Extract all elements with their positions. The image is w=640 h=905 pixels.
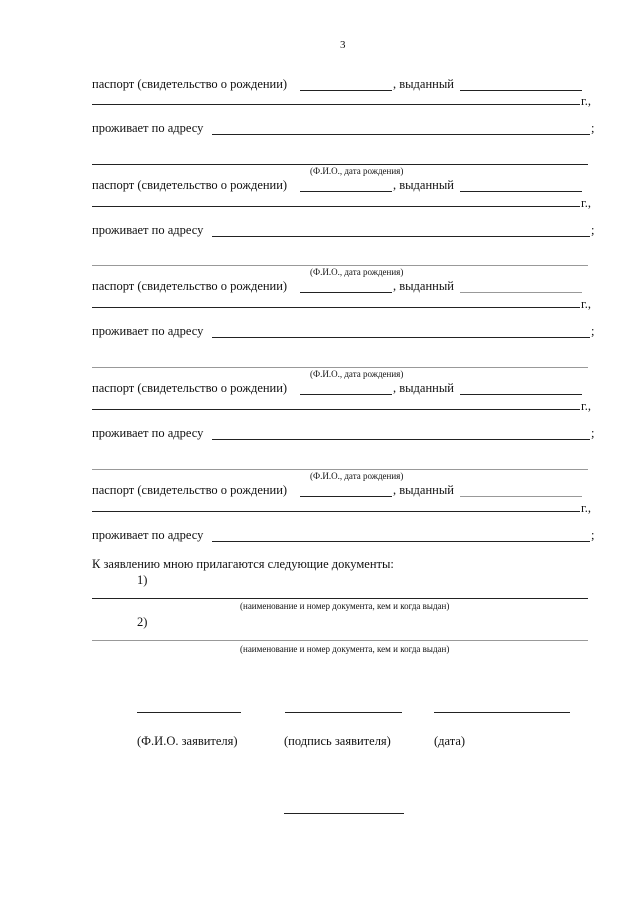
applicant-name-label: (Ф.И.О. заявителя): [137, 734, 238, 748]
person-caption: (Ф.И.О., дата рождения): [310, 166, 404, 176]
attachment-number: 2): [137, 615, 148, 629]
issued-label: , выданный: [393, 178, 454, 192]
person-caption: (Ф.И.О., дата рождения): [310, 267, 404, 277]
address-label: проживает по адресу: [92, 324, 204, 338]
address-label: проживает по адресу: [92, 223, 204, 237]
official-signature-field[interactable]: [284, 813, 404, 814]
issued-by-continuation-field[interactable]: [92, 307, 580, 308]
issued-by-field[interactable]: [460, 496, 582, 497]
date-label: (дата): [434, 734, 466, 748]
semicolon: ;: [591, 528, 595, 542]
passport-number-field[interactable]: [300, 292, 392, 293]
attachment-caption: (наименование и номер документа, кем и когда выдан): [240, 644, 450, 654]
semicolon: ;: [591, 223, 595, 237]
year-suffix: г.,: [581, 196, 591, 210]
issued-by-continuation-field[interactable]: [92, 206, 580, 207]
date-field[interactable]: [434, 712, 570, 713]
year-suffix: г.,: [581, 297, 591, 311]
passport-number-field[interactable]: [300, 90, 392, 91]
passport-label: паспорт (свидетельство о рождении): [92, 178, 288, 192]
passport-label: паспорт (свидетельство о рождении): [92, 483, 288, 497]
applicant-name-field[interactable]: [137, 712, 241, 713]
address-field[interactable]: [212, 236, 590, 237]
issued-by-field[interactable]: [460, 292, 582, 293]
attachment-number: 1): [137, 573, 148, 587]
passport-number-field[interactable]: [300, 394, 392, 395]
issued-by-field[interactable]: [460, 394, 582, 395]
semicolon: ;: [591, 324, 595, 338]
address-label: проживает по адресу: [92, 426, 204, 440]
page-number: 3: [340, 39, 346, 51]
year-suffix: г.,: [581, 94, 591, 108]
passport-number-field[interactable]: [300, 191, 392, 192]
semicolon: ;: [591, 121, 595, 135]
attachment-1-field[interactable]: [92, 598, 588, 599]
address-label: проживает по адресу: [92, 121, 204, 135]
attachment-2-field[interactable]: [92, 640, 588, 641]
person-name-field[interactable]: [92, 469, 588, 470]
year-suffix: г.,: [581, 501, 591, 515]
issued-label: , выданный: [393, 381, 454, 395]
issued-label: , выданный: [393, 483, 454, 497]
passport-number-field[interactable]: [300, 496, 392, 497]
person-name-field[interactable]: [92, 367, 588, 368]
address-field[interactable]: [212, 337, 590, 338]
issued-by-field[interactable]: [460, 90, 582, 91]
address-field[interactable]: [212, 134, 590, 135]
attachment-caption: (наименование и номер документа, кем и когда выдан): [240, 601, 450, 611]
applicant-signature-field[interactable]: [285, 712, 402, 713]
attachments-intro: К заявлению мною прилагаются следующие документы:: [92, 557, 394, 571]
person-name-field[interactable]: [92, 265, 588, 266]
issued-by-field[interactable]: [460, 191, 582, 192]
issued-label: , выданный: [393, 279, 454, 293]
issued-label: , выданный: [393, 77, 454, 91]
passport-label: паспорт (свидетельство о рождении): [92, 279, 288, 293]
applicant-signature-label: (подпись заявителя): [284, 734, 391, 748]
person-name-field[interactable]: [92, 164, 588, 165]
person-caption: (Ф.И.О., дата рождения): [310, 369, 404, 379]
semicolon: ;: [591, 426, 595, 440]
year-suffix: г.,: [581, 399, 591, 413]
issued-by-continuation-field[interactable]: [92, 511, 580, 512]
address-label: проживает по адресу: [92, 528, 204, 542]
address-field[interactable]: [212, 541, 590, 542]
passport-label: паспорт (свидетельство о рождении): [92, 381, 288, 395]
address-field[interactable]: [212, 439, 590, 440]
issued-by-continuation-field[interactable]: [92, 409, 580, 410]
person-caption: (Ф.И.О., дата рождения): [310, 471, 404, 481]
issued-by-continuation-field[interactable]: [92, 104, 580, 105]
passport-label: паспорт (свидетельство о рождении): [92, 77, 288, 91]
